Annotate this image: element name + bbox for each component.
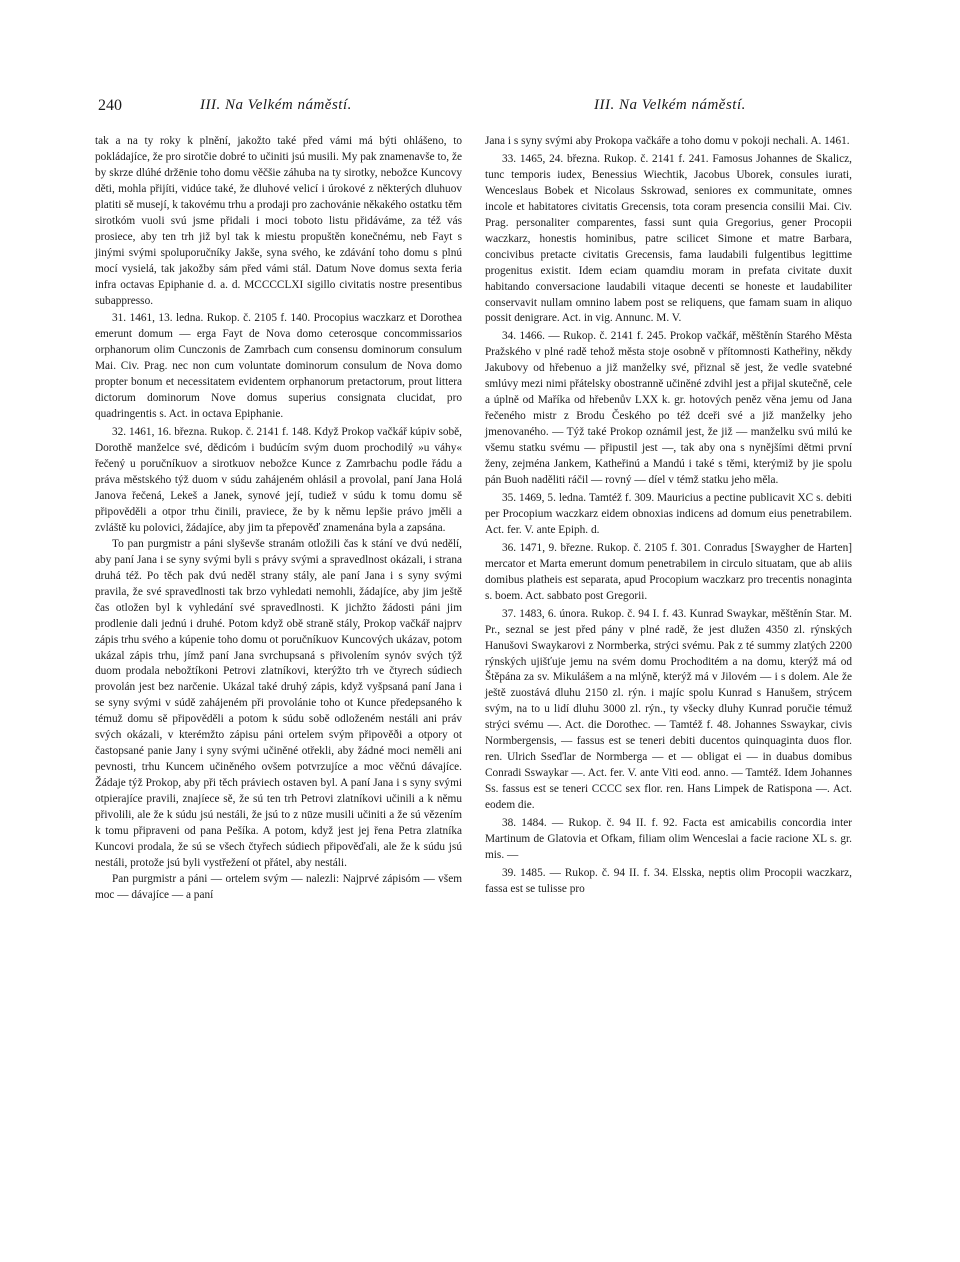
paragraph-continuation: tak a na ty roky k plnění, jakožto také před vámi má býti ohlášeno, to pokládajíce, že pro sirotčie dobré to učiniti jsú musili. My pak znamenavše to, že by skrze dlúhé držēnie toho domu věčšie záhuba na ty sirotky, nebožce Kuncovy děti, mohla přijíti, vidúce také, že dluhové velicí i úrokové z některých dluhuov platiti sě musejí, k takovému trhu a prodaji pro zachovánie někakého ostatku těm sirotkóm vuoli svú jsme přidali i moci toboto listu přidáváme, za též vás prosiece, aby ten trh již byl tak k miestu propuštěn konečnému, neb Fayt s jinými svými spoluporučníky Jakše, syna svého, ke zdávání toho domu s plnú mocí vysielá, tak jakožby sám před vámi stál. Datum Nove domus sexta feria infra octavas Epiphanie d. a. d. MCCCCLXI sigillo civitatis nostre presentibus subappresso. xyxy=(95,135,462,307)
running-title-right: III. Na Velkém náměstí. xyxy=(594,97,746,113)
entry-39: 39. 1485. — Rukop. č. 94 II. f. 34. Elsska, neptis olim Procopii waczkarz, fassa est se tulisse pro xyxy=(485,866,852,895)
page-number: 240 xyxy=(98,97,122,114)
right-text-column xyxy=(485,134,852,898)
verdict-paragraph: Pan purgmistr a páni — ortelem svým — nalezli: Najprvé zápisóm — všem moc — dávajíce — a paní xyxy=(95,872,462,901)
entry-35: 35. 1469, 5. ledna. Tamtéž f. 309. Mauricius a pectine publicavit XC s. debiti per Procopium waczkarz eidem obnoxias indicens ad domum eius penetrabilem. Act. fer. V. ante Epiph. d. xyxy=(485,491,852,536)
running-title-left: III. Na Velkém náměstí. xyxy=(200,97,352,113)
entry-34: 34. 1466. — Rukop. č. 2141 f. 245. Prokop vačkář, měštěnín Starého Města Pražského v plné radě tehož města stoje osobně v přítomnosti Katheřiny, někdy Jakubovy od hřebenuo a již manželky své, přiznal sě jest, že vedle svatebné smlúvy mezi nimi přátelsky obostranně učiněné zdvihl jest a přijal skutečně, cele a úplně od Maříka od hřebenův LXX k. gr. hotových peněz věna jemu od Jana řečeného mistr z Brodu Českého po též dceři své a již manželky jeho jmenovaného. — Týž také Prokop oznámil jest, že již — manželku svú milú ke všemu statku svému — připustil jest —, tak aby ona s nynějšími dětmi první ženy, zejména Jankem, Katheřinú a Mandú i také s těmi, kterýmiž by jie spolu pán Buoh naděliti ráčil — rovný — díel v témž statku jeho měla. xyxy=(485,330,852,487)
entry-32: 32. 1461, 16. března. Rukop. č. 2141 f. 148. Když Prokop vačkář kúpiv sobě, Dorothě manželce své, dědicóm i budúcím svým duom prochodilý »u váhy« řečený u poručníkuov a sirotkuov nebožce Kunce z Zamrbachu podle řádu a práva městského týž duom v súdu zahájeném ohlásil a provolal, paní Jana Holá Janova řečená, Lekeš a Janek, synové její, tudiež v súdu k tomu domu sě připověděli a otpor trhu činili, praviece, že by k němu lepšie právo jměli a zvláště ku polovici, žádajíce, aby jim ta přepověď znamenána byla a zapsána. xyxy=(95,426,462,534)
entry-32-conclusion: Jana i s syny svými aby Prokopa vačkáře a toho domu v pokoji nechali. A. 1461. xyxy=(485,135,850,147)
running-header xyxy=(98,97,850,121)
left-text-column xyxy=(95,134,462,904)
entry-31: 31. 1461, 13. ledna. Rukop. č. 2105 f. 140. Procopius waczkarz et Dorothea emerunt domum — erga Fayt de Nova domo ceterosque concommissarios orphanorum olim Cunczonis de Zamrbach cum consensu dominorum consulum Mai. Civ. Prag. nec non cum voluntate dominorum consulum de Nova domo propter bonum et necessitatem evidentem orphanorum pretactorum, prout littera dictorum dominorum Nove domus superius consignata clucidat, pro quadringentis s. Act. in octava Epiphanie. xyxy=(95,312,462,421)
entry-36: 36. 1471, 9. březne. Rukop. č. 2105 f. 301. Conradus [Swaygher de Harten] mercator et Marta emerunt domum penetrabilem in circulo situatam, que ab aliis domibus platheis est separata, apud Procopium waczkarz pro trecentis nonaginta s. boem. Act. sabbato post Gregorii. xyxy=(485,541,852,602)
entry-32-continued: To pan purgmistr a páni slyševše stranám otložili čas k stání ve dvú nedělí, aby paní Jana i se syny svými byli s právy svými a spravedlnost okázali, i strana druhá též. Po těch pak dvú neděl strany stály, ale paní Jana i s syny svými pravila, že své spravedlnosti tak brzo vyhledati nemohli, žádajíce, aby jim ještě čas otložen byl k vyhledání své spravedlnosti. K jichžto žádosti páni jim prodlenie dali jednú i druhé. Potom když obě straně stály, Prokop vačkář najprv zápis trhu svého a kúpenie toho domu ot poručníkuov Kuncových ukázav, potom ukázal zápis trhu, jímž paní Jana svrchupsaná s přivolením synóv svých týž duom prodala nebožtíkoni Petrovi zlatníkovi, kterýžto trh ve čtyrech súdiech provolán jest bez narčenie. Ukázal také druhý zápis, když vyšpsaná paní Jana i se syny svými v súdě zahájeném při provolánie toho ot Kunce předepsaného k témuž domu sě připověděli a potom k súdu sobě odloženém nestáli ani práv svých okázali, v kterémžto zápisu páni ortelem svým připověði a otpory ot častopsané panie Jany i syny svými učiněné otřekli, aby žádné moci neměli ani pevnosti, trhu Kuncem učiněného ovšem potvrzujíce a moc věčnú dávajíce. Žádaje týž Prokop, aby při těch práviech ostaven byl. A paní Jana i s syny svými otpierajíce pravili, znajíece sě, že sú ten trh Petrovi zlatníkovi učinili a k němu přivolili, ale že k súdu jsú nestáli, že jsú to z nūze musili učiniti a že sú vězením k tomu připraveni od pana Pešíka. A potom, když jest jej řena Petra zlatníka Kuncovi prodala, že sú se všech čtyřech súdiech připověďali, ale že k súdu jsú nestáli, protože jsú byli vystřežení ot přátel, aby nestáli. xyxy=(95,537,462,869)
entry-37: 37. 1483, 6. února. Rukop. č. 94 I. f. 43. Kunrad Swaykar, měštěnín Star. M. Pr., seznal se jest před pány v plné radě, že jest dlužen 4350 zl. rýnských Hanušovi Swaykarovi z Normberka, strýci svému. Pak z té summy zlatých 2200 rýnských ujišťuje jemu na svém domu Prochoditém a na domu, kterýž má od Štěpána za sv. Mikulášem a na mlýně, kterýž má v Jilovém — i s dolem. Ale že ještě zuostává dluhu 2150 zl. rýn. i majíc spolu Kunrad s Hanušem, strýcem svým, na to u lidí dluhu 3000 zl. rýn., ty všecky dluhy Kunrad poručie témuž strýci svému —. Act. die Dorothec. — Tamtéž f. 48. Johannes Sswaykar, civis Normbergensis, — fassus est se teneri debiti ducentos quinquaginta duos flor. ren. Ulrich Sseďlar de Normberga — et — obligat ei — in duabus domibus Conradi Sswaykar —. Act. fer. V. ante Viti eod. anno. — Tamtéž. Idem Johannes Ss. fassus est se teneri CCCC sex flor. ren. Hans Limpek de Ratispona —. Act. eodem die. xyxy=(485,607,852,812)
entry-33: 33. 1465, 24. března. Rukop. č. 2141 f. 241. Famosus Johannes de Skalicz, tunc temporis iudex, Benessius Wiechtik, Jacobus Uborek, consules iurati, Wenceslaus Bobek et Nicolaus Sskrowad, seniores ex communitate, omnes incole et habitatores civitatis Grecensis, tota coram presencia consilii Mai. Civ. Prag. personaliter comparentes, fassi sunt quia Gregorius, gener Procopii waczkarz, honestis hominibus, patre scilicet Simone et matre Barbara, concivibus pretacte civitatis Grecensis, fama laudabili fulgentibus legittime progenitus existit. Idem eciam quamdiu moram in prefata civitate duxit habitando conversacione laudabili vitaque decenti se honeste et laudabiliter conservavit nullam omnino labem post se reliquens, que famam suam in aliquo possit denigrare. Act. in vig. Annunc. M. V. xyxy=(485,152,852,325)
entry-38: 38. 1484. — Rukop. č. 94 II. f. 92. Facta est amicabilis concordia inter Martinum de Glatovia et Ofkam, filiam olim Wenceslai a facie racione XL s. gr. mis. — xyxy=(485,817,852,861)
